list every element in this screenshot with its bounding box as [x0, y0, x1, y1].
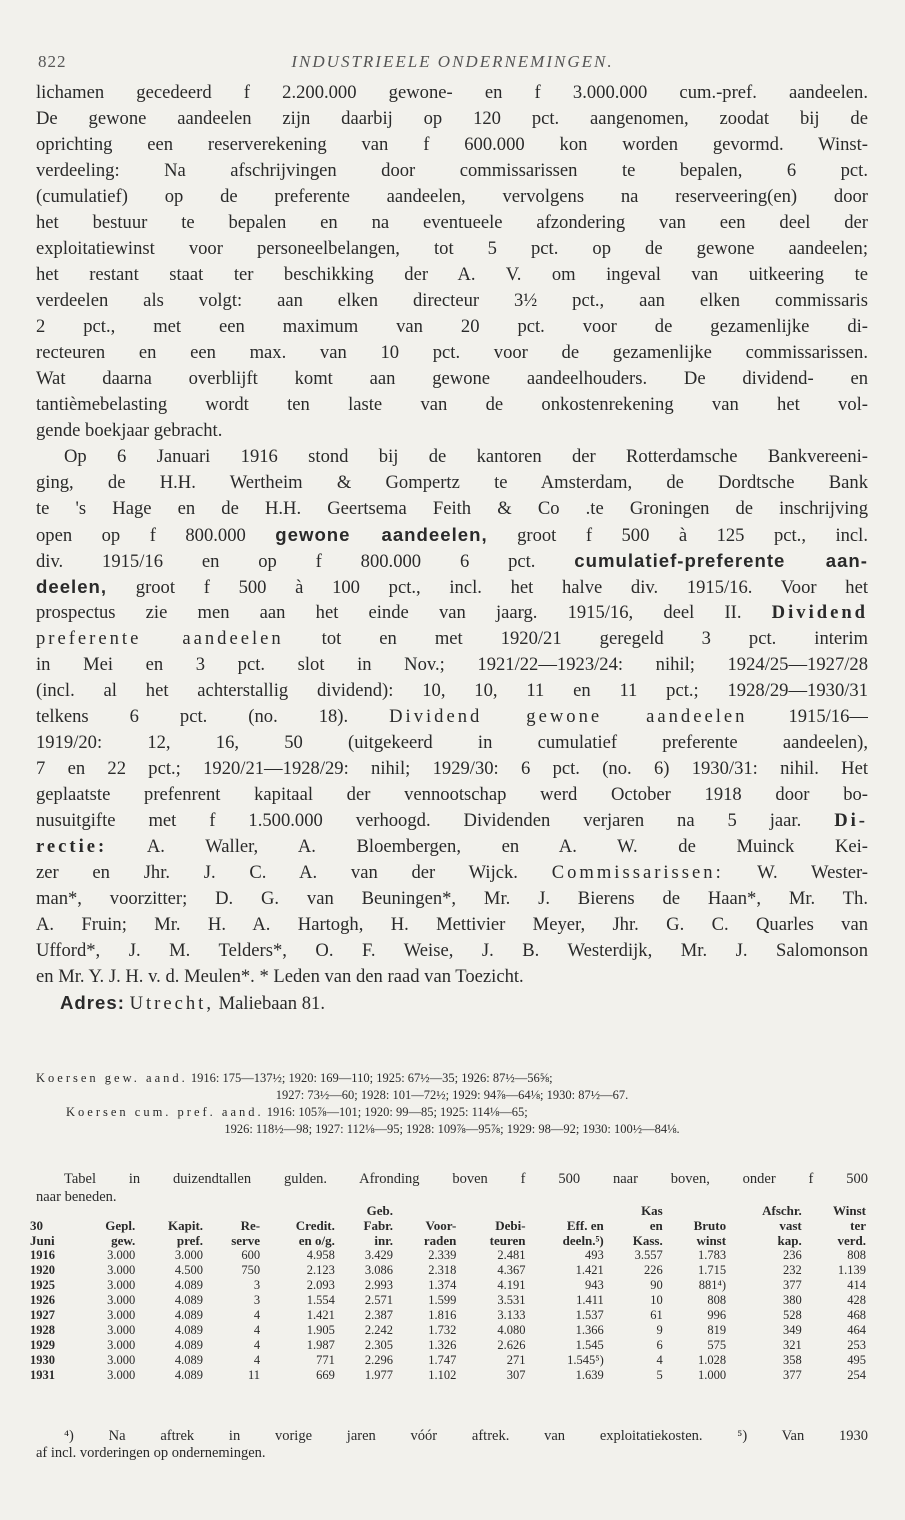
koersen-values: 1916: 175—137½; 1920: 169—110; 1925: 67½—35; 1926: 87½—56⅝;	[190, 1071, 553, 1085]
table-row	[28, 1248, 868, 1263]
table-cell: 232	[782, 1263, 802, 1277]
table-cell: 2.993	[364, 1278, 394, 1292]
table-header-cell: inr.	[374, 1233, 394, 1248]
body-line: verdeelen als volgt: aan elken directeur 3½ pct., aan elken commissaris	[36, 290, 868, 311]
table-cell: 1.326	[428, 1338, 457, 1352]
table-year-cell: 1929	[30, 1338, 55, 1352]
table-row	[28, 1368, 868, 1383]
table-row	[28, 1278, 868, 1293]
table-cell: 1.987	[306, 1338, 335, 1352]
body-fragment: open op f 800.000	[36, 525, 246, 546]
body-line: ging, de H.H. Wertheim & Gompertz te Amsterdam, de Dordtsche Bank	[36, 472, 868, 493]
table-cell: 2.339	[428, 1248, 457, 1262]
table-cell: 3.531	[497, 1293, 526, 1307]
body-line: recteuren en een max. van 10 pct. voor de gezamenlijke commissarissen.	[36, 342, 868, 363]
body-fragment: A. Waller, A. Bloembergen, en A. W. de Muinck Kei-	[146, 836, 868, 857]
table-cell: 1.732	[428, 1323, 457, 1337]
table-cell: 1.421	[306, 1308, 335, 1322]
emphasis-deelen: deelen,	[36, 576, 108, 597]
financial-table	[28, 1203, 868, 1383]
body-line	[36, 860, 868, 886]
body-line: De gewone aandeelen zijn daarbij op 120 pct. aangenomen, zoodat bij de	[36, 108, 868, 129]
emphasis-gewone-aandeelen: gewone aandeelen,	[275, 524, 488, 545]
table-cell: 5	[656, 1368, 663, 1382]
koersen-gewone-line1	[36, 1070, 868, 1087]
table-cell: 1.816	[428, 1308, 457, 1322]
table-header-row	[28, 1203, 868, 1218]
table-cell: 2.093	[306, 1278, 335, 1292]
table-header-cell: ter	[850, 1218, 866, 1233]
body-fragment: nusuitgifte met f 1.500.000 verhoogd. Dividenden verjaren na 5 jaar.	[36, 810, 802, 831]
running-title: INDUSTRIEELE ONDERNEMINGEN.	[291, 52, 614, 71]
table-year-cell: 1927	[30, 1308, 55, 1322]
table-header-cell: raden	[423, 1233, 457, 1248]
body-fragment: groot f 500 à 100 pct., incl. het halve div. 1915/16. Voor het	[135, 577, 868, 598]
table-cell: 3.429	[364, 1248, 394, 1262]
table-cell: 1.000	[697, 1368, 727, 1382]
table-header-cell: Winst	[833, 1203, 866, 1218]
body-line: het restant staat ter beschikking der A. V. om ingeval van uitkeering te	[36, 264, 868, 285]
table-cell: 254	[847, 1368, 866, 1382]
body-line: 2 pct., met een maximum van 20 pct. voor de gezamenlijke di-	[36, 316, 868, 337]
table-cell: 4.089	[174, 1293, 204, 1307]
table-cell: 3.000	[107, 1323, 136, 1337]
koersen-pref-label: Koersen cum. pref. aand.	[66, 1105, 264, 1119]
table-cell: 2.296	[364, 1353, 394, 1367]
table-header-cell: gew.	[111, 1233, 136, 1248]
table-cell: 2.481	[497, 1248, 526, 1262]
tabel-intro	[36, 1170, 868, 1206]
table-header-cell: Eff. en	[566, 1218, 604, 1233]
table-year-cell: 1920	[30, 1263, 55, 1277]
body-line: Wat daarna overblijft komt aan gewone aandeelhouders. De dividend- en	[36, 368, 868, 389]
table-cell: 1.715	[697, 1263, 727, 1277]
label-dividend: Dividend	[771, 602, 868, 623]
table-header-cell: Re-	[240, 1218, 261, 1233]
body-fragment: telkens 6 pct. (no. 18).	[36, 706, 349, 727]
table-cell: 3.000	[107, 1263, 136, 1277]
body-line	[36, 990, 868, 1016]
body-fragment: prospectus zie men aan het einde van jaarg. 1915/16, deel II.	[36, 602, 742, 623]
table-cell: 3	[253, 1278, 261, 1292]
table-cell: 4.191	[497, 1278, 526, 1292]
table-cell: 3.086	[364, 1263, 394, 1277]
body-line: 1919/20: 12, 16, 50 (uitgekeerd in cumulatief preferente aandeelen),	[36, 732, 868, 753]
table-cell: 4.089	[174, 1338, 204, 1352]
table-header-cell	[458, 1203, 527, 1218]
table-cell: 349	[782, 1323, 802, 1337]
table-header-cell: Fabr.	[363, 1218, 394, 1233]
label-directie-part2: rectie:	[36, 836, 108, 857]
table-cell: 750	[241, 1263, 261, 1277]
table-cell: 808	[707, 1293, 727, 1307]
table-cell: 3.133	[497, 1308, 526, 1322]
body-line: oprichting een reserverekening van f 600.000 kon worden gevormd. Winst-	[36, 134, 868, 155]
table-header-cell	[137, 1203, 205, 1218]
table-header-cell: en o/g.	[298, 1233, 335, 1248]
body-fragment: groot f 500 à 125 pct., incl.	[517, 525, 868, 546]
table-cell: 358	[782, 1353, 802, 1367]
body-line: A. Fruin; Mr. H. A. Hartogh, H. Mettivier Meyer, Jhr. G. C. Quarles van	[36, 914, 868, 935]
label-preferente-aandeelen: preferente aandeelen	[36, 628, 284, 649]
table-cell: 881⁴)	[698, 1278, 727, 1292]
koersen-block	[36, 1070, 868, 1138]
footnote-line: af incl. vorderingen op ondernemingen.	[36, 1445, 266, 1461]
table-cell: 1.366	[575, 1323, 604, 1337]
table-cell: 4.089	[174, 1353, 204, 1367]
table-header-cell: Debi-	[495, 1218, 526, 1233]
table-cell: 575	[707, 1338, 727, 1352]
table-cell: 380	[782, 1293, 802, 1307]
body-line	[36, 808, 868, 834]
table-cell: 271	[506, 1353, 526, 1367]
emphasis-cumulatief-preferente: cumulatief-preferente aan-	[574, 550, 868, 571]
table-cell: 4	[656, 1353, 663, 1367]
table-cell: 4	[253, 1338, 261, 1352]
label-dividend-gewone: Dividend gewone aandeelen	[389, 706, 748, 727]
table-cell: 3.000	[174, 1248, 204, 1262]
body-line	[36, 600, 868, 626]
table-cell: 4.089	[174, 1278, 204, 1292]
table-cell: 495	[847, 1353, 866, 1367]
table-cell: 3.000	[107, 1353, 136, 1367]
table-cell: 2.318	[428, 1263, 457, 1277]
table-header-cell: serve	[231, 1233, 261, 1248]
table-header-cell	[205, 1203, 262, 1218]
table-header-cell	[78, 1203, 137, 1218]
table-row	[28, 1353, 868, 1368]
table-cell: 3.000	[107, 1278, 136, 1292]
table-header-cell: en	[649, 1218, 663, 1233]
table-cell: 4	[253, 1323, 261, 1337]
table-cell: 1.977	[364, 1368, 394, 1382]
table-header-cell: Bruto	[693, 1218, 727, 1233]
label-directie-part1: Di-	[834, 810, 868, 831]
table-header-cell	[262, 1203, 337, 1218]
table-cell: 1.747	[428, 1353, 457, 1367]
table-cell: 226	[643, 1263, 663, 1277]
table-cell: 943	[585, 1278, 604, 1292]
table-cell: 1.421	[575, 1263, 604, 1277]
body-fragment: tot en met 1920/21 geregeld 3 pct. interim	[321, 628, 868, 649]
body-line: en Mr. Y. J. H. v. d. Meulen*. * Leden van den raad van Toezicht.	[36, 966, 524, 987]
footnote-line: ⁴) Na aftrek in vorige jaren vóór aftrek. van exploitatiekosten. ⁵) Van 1930	[64, 1428, 868, 1444]
table-cell: 669	[316, 1368, 335, 1382]
body-line: man*, voorzitter; D. G. van Beuningen*, Mr. J. Bierens de Haan*, Mr. Th.	[36, 888, 868, 909]
table-cell: 253	[847, 1338, 866, 1352]
table-cell: 2.626	[497, 1338, 526, 1352]
table-cell: 4.089	[174, 1308, 204, 1322]
table-row	[28, 1323, 868, 1338]
table-cell: 2.242	[364, 1323, 394, 1337]
table-cell: 1.905	[306, 1323, 335, 1337]
table-cell: 2.571	[364, 1293, 394, 1307]
body-line: in Mei en 3 pct. slot in Nov.; 1921/22—1923/24: nihil; 1924/25—1927/28	[36, 654, 868, 675]
table-header-cell: verd.	[837, 1233, 866, 1248]
table-cell: 3.000	[107, 1293, 136, 1307]
footnotes	[36, 1428, 868, 1462]
table-cell: 4	[253, 1353, 261, 1367]
table-cell: 2.123	[306, 1263, 335, 1277]
table-cell: 4.367	[497, 1263, 526, 1277]
body-line	[36, 548, 868, 574]
table-cell: 996	[707, 1308, 727, 1322]
body-line: geplaatste prefenrent kapitaal der vennootschap werd October 1918 door bo-	[36, 784, 868, 805]
table-header-cell: 30	[30, 1218, 43, 1233]
label-adres: Adres:	[60, 992, 125, 1013]
table-header-cell	[665, 1203, 728, 1218]
table-cell: 428	[847, 1293, 866, 1307]
page-header	[38, 52, 867, 76]
table-year-cell: 1930	[30, 1353, 55, 1367]
body-line: het bestuur te bepalen en na eventueele afzondering van een deel der	[36, 212, 868, 233]
table-cell: 4.500	[174, 1263, 204, 1277]
table-header-cell	[28, 1203, 78, 1218]
address-city: Utrecht,	[129, 993, 214, 1014]
table-row	[28, 1263, 868, 1278]
body-line: Op 6 Januari 1916 stond bij de kantoren der Rotterdamsche Bankvereeni-	[64, 446, 868, 467]
table-cell: 1.102	[428, 1368, 457, 1382]
table-cell: 464	[847, 1323, 866, 1337]
body-line	[36, 522, 868, 548]
table-cell: 1.639	[575, 1368, 604, 1382]
table-cell: 3.000	[107, 1338, 136, 1352]
body-line	[36, 704, 868, 730]
financial-table-body	[28, 1248, 868, 1383]
table-cell: 4.089	[174, 1368, 204, 1382]
body-line: 7 en 22 pct.; 1920/21—1928/29: nihil; 1929/30: 6 pct. (no. 6) 1930/31: nihil. Het	[36, 758, 868, 779]
koersen-gewone-line2: 1927: 73½—60; 1928: 101—72½; 1929: 94⅞—64⅛; 1930: 87½—67.	[275, 1088, 629, 1102]
table-cell: 1.545⁵)	[567, 1353, 604, 1367]
body-line: te 's Hage en de H.H. Geertsema Feith & Co .te Groningen de inschrijving	[36, 498, 868, 519]
table-header-cell	[528, 1203, 606, 1218]
article-body	[36, 80, 868, 1016]
table-cell: 90	[650, 1278, 663, 1292]
page-number: 822	[38, 52, 67, 71]
table-header-cell: Kas	[641, 1203, 663, 1218]
table-cell: 1.537	[575, 1308, 604, 1322]
table-header-cell: Credit.	[295, 1218, 335, 1233]
table-cell: 1.554	[306, 1293, 335, 1307]
body-fragment: W. Wester-	[757, 862, 868, 883]
body-line: verdeeling: Na afschrijvingen door commissarissen te bepalen, 6 pct.	[36, 160, 868, 181]
table-header-cell: Gepl.	[105, 1218, 136, 1233]
body-fragment: zer en Jhr. J. C. A. van der Wijck.	[36, 862, 518, 883]
body-line: exploitatiewinst voor personeelbelangen, tot 5 pct. op de gewone aandeelen;	[36, 238, 868, 259]
body-line: (incl. al het achterstallig dividend): 10, 10, 11 en 11 pct.; 1928/29—1930/31	[36, 680, 868, 701]
table-cell: 1.139	[837, 1263, 866, 1277]
label-commissarissen: Commissarissen:	[551, 862, 724, 883]
table-cell: 10	[650, 1293, 663, 1307]
body-line: gende boekjaar gebracht.	[36, 420, 223, 441]
koersen-pref-line2: 1926: 118½—98; 1927: 112⅛—95; 1928: 109⅞—95⅞; 1929: 98—92; 1930: 100½—84⅛.	[224, 1122, 680, 1136]
table-cell: 819	[707, 1323, 727, 1337]
body-line: tantièmebelasting wordt ten laste van de onkostenrekening van het vol-	[36, 394, 868, 415]
table-header-row	[28, 1218, 868, 1233]
table-row	[28, 1293, 868, 1308]
table-cell: 1.374	[428, 1278, 457, 1292]
tabel-intro-line: Tabel in duizendtallen gulden. Afronding boven f 500 naar boven, onder f 500	[64, 1171, 868, 1187]
table-cell: 1.545	[575, 1338, 604, 1352]
table-cell: 600	[241, 1248, 261, 1262]
table-cell: 4.089	[174, 1323, 204, 1337]
table-cell: 11	[248, 1368, 261, 1382]
table-header-cell: winst	[696, 1233, 727, 1248]
body-line	[36, 574, 868, 600]
table-header-cell: pref.	[176, 1233, 204, 1248]
table-row	[28, 1338, 868, 1353]
body-line	[36, 834, 868, 860]
table-header-cell: kap.	[777, 1233, 802, 1248]
table-row	[28, 1308, 868, 1323]
table-header-cell: Kapit.	[167, 1218, 204, 1233]
financial-table-header	[28, 1203, 868, 1248]
body-fragment: div. 1915/16 en op f 800.000 6 pct.	[36, 551, 536, 572]
table-cell: 377	[782, 1278, 802, 1292]
table-cell: 528	[782, 1308, 802, 1322]
table-year-cell: 1926	[30, 1293, 55, 1307]
table-cell: 493	[585, 1248, 604, 1262]
body-line: Ufford*, J. M. Telders*, O. F. Weise, J. B. Westerdijk, Mr. J. Salomonson	[36, 940, 868, 961]
table-header-cell: Juni	[30, 1233, 55, 1248]
body-line: (cumulatief) op de preferente aandeelen, vervolgens na reserveering(en) door	[36, 186, 868, 207]
table-cell: 3.557	[634, 1248, 663, 1262]
table-cell: 6	[656, 1338, 663, 1352]
table-cell: 468	[847, 1308, 866, 1322]
table-header-row	[28, 1233, 868, 1248]
koersen-values: 1916: 105⅞—101; 1920: 99—85; 1925: 114⅛—65;	[266, 1105, 528, 1119]
body-fragment: 1915/16—	[788, 706, 868, 727]
table-header-cell: vast	[779, 1218, 802, 1233]
table-cell: 4.958	[306, 1248, 335, 1262]
table-header-cell: Geb.	[366, 1203, 394, 1218]
table-header-cell	[395, 1203, 458, 1218]
table-year-cell: 1931	[30, 1368, 55, 1382]
koersen-gewone-label: Koersen gew. aand.	[36, 1071, 188, 1085]
table-cell: 3.000	[107, 1248, 136, 1262]
table-cell: 3.000	[107, 1368, 136, 1382]
table-year-cell: 1925	[30, 1278, 55, 1292]
tabel-intro-line: naar beneden.	[36, 1189, 117, 1205]
table-cell: 414	[847, 1278, 866, 1292]
table-cell: 236	[782, 1248, 802, 1262]
body-line: lichamen gecedeerd f 2.200.000 gewone- en f 3.000.000 cum.-pref. aandeelen.	[36, 82, 868, 103]
table-header-cell: Kass.	[632, 1233, 663, 1248]
koersen-pref-line1	[36, 1104, 868, 1121]
table-cell: 1.411	[576, 1293, 604, 1307]
table-cell: 771	[316, 1353, 335, 1367]
table-cell: 1.028	[697, 1353, 727, 1367]
table-cell: 307	[506, 1368, 526, 1382]
table-cell: 3.000	[107, 1308, 136, 1322]
table-header-cell: Voor-	[425, 1218, 457, 1233]
table-cell: 1.599	[428, 1293, 457, 1307]
table-header-cell: teuren	[489, 1233, 526, 1248]
table-cell: 377	[782, 1368, 802, 1382]
table-cell: 808	[847, 1248, 866, 1262]
table-cell: 321	[782, 1338, 802, 1352]
table-year-cell: 1916	[30, 1248, 55, 1262]
body-line	[36, 626, 868, 652]
table-cell: 9	[656, 1323, 663, 1337]
table-cell: 4.080	[497, 1323, 526, 1337]
table-cell: 2.387	[364, 1308, 394, 1322]
table-header-cell: Afschr.	[762, 1203, 802, 1218]
table-header-cell: deeln.⁵)	[562, 1233, 604, 1248]
table-cell: 61	[650, 1308, 663, 1322]
table-cell: 2.305	[364, 1338, 394, 1352]
table-cell: 1.783	[697, 1248, 727, 1262]
address-street: Maliebaan 81.	[218, 993, 325, 1014]
table-cell: 3	[253, 1293, 261, 1307]
table-cell: 4	[253, 1308, 261, 1322]
table-year-cell: 1928	[30, 1323, 55, 1337]
